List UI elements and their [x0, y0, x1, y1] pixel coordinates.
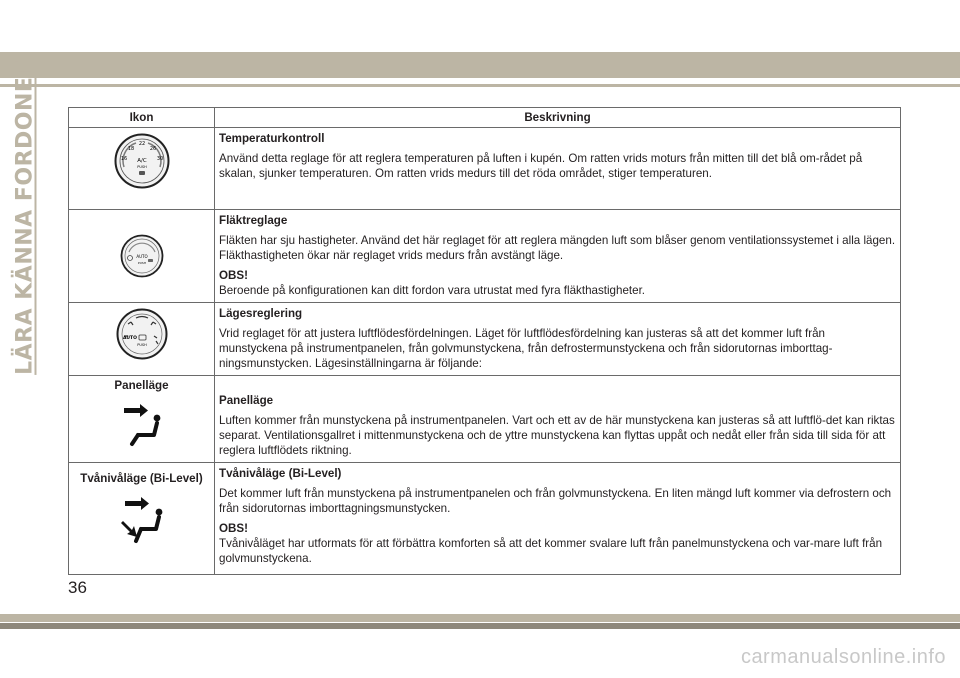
row-text: Använd detta reglage för att reglera temperaturen på luften i kupén. Om ratten vrids moturs från mitten till det blå om-rådet på skalan, sjunker temperaturen. Om ratten vrids medurs till det röda området, stiger temperaturen. — [219, 152, 863, 180]
temp-label-ac: A/C — [136, 158, 147, 164]
header-band — [0, 52, 960, 78]
footer-band-dark — [0, 623, 960, 629]
icon-label: Tvånivåläge (Bi-Level) — [80, 472, 203, 485]
mode-knob-icon — [116, 308, 168, 360]
row-text: Det kommer luft från munstyckena på instrumentpanelen och från golvmunstyckena. En liten mängd luft kommer via defrostern och från sidorutornas imborttagningsmunstycken. — [219, 487, 892, 515]
row-title: Lägesreglering — [219, 307, 303, 320]
header-rule — [0, 84, 960, 87]
icon-cell — [69, 463, 215, 575]
description-cell — [215, 376, 901, 463]
icon-cell — [69, 210, 215, 303]
fan-label-push: PUSH — [137, 261, 146, 265]
table-header-row — [69, 108, 901, 128]
table-row — [69, 210, 901, 303]
row-text: Luften kommer från munstyckena på instrumentpanelen. Vart och ett av de här munstyckena kan justeras så att luftflö-det kan riktas separat. Ventilationsgallret i mittenmunstyckena och de yttre munstyckena kan flyttas uppåt och nedåt eller från sida till sida för att reglera luftflödets riktning. — [219, 414, 895, 457]
temp-label-22: 22 — [138, 141, 145, 147]
row-title: Fläktreglage — [219, 214, 288, 227]
panel-mode-icon — [122, 401, 162, 447]
table-row — [69, 376, 901, 463]
temp-label-30: 30 — [156, 156, 163, 162]
header-icon: Ikon — [69, 108, 215, 128]
mode-label-push: PUSH — [136, 343, 147, 347]
page-number: 36 — [68, 578, 87, 597]
note-label: OBS! — [219, 269, 248, 282]
header-description: Beskrivning — [215, 108, 901, 128]
description-cell — [215, 463, 901, 575]
note-text: Tvånivåläget har utformats för att förbättra komforten så att det kommer svalare luft från panelmunstyckena och var-mare luft från golvmunstyckena. — [219, 537, 883, 565]
icon-cell — [69, 303, 215, 376]
temperature-knob-icon — [114, 133, 170, 189]
footer-band — [0, 614, 960, 622]
bi-level-mode-icon — [119, 495, 165, 545]
description-cell — [215, 128, 901, 210]
temp-label-26: 26 — [149, 146, 156, 152]
watermark-text: carmanualsonline.info — [740, 646, 946, 668]
note-text: Beroende på konfigurationen kan ditt fordon vara utrustat med fyra fläkthastigheter. — [219, 284, 646, 297]
mode-label-auto: AUTO — [122, 336, 137, 341]
table-row — [69, 463, 901, 575]
description-cell — [215, 210, 901, 303]
climate-controls-table — [68, 107, 901, 575]
icon-label: Panelläge — [114, 379, 169, 392]
note-label: OBS! — [219, 522, 248, 535]
table-row — [69, 128, 901, 210]
fan-knob-icon — [120, 234, 164, 278]
fan-label-auto: AUTO — [135, 254, 148, 259]
row-title: Tvånivåläge (Bi-Level) — [219, 467, 342, 480]
temp-label-18: 18 — [127, 146, 134, 152]
table-row — [69, 303, 901, 376]
side-section-title — [5, 61, 45, 375]
row-title: Temperaturkontroll — [219, 132, 325, 145]
row-text: Fläkten har sju hastigheter. Använd det här reglaget för att reglera mängden luft som blåser genom ventilationssystemet i alla lägen. Fläkthastigheten ökar när reglaget vrids medurs från avstängt läge. — [219, 234, 896, 262]
temp-label-push: PUSH — [136, 165, 147, 169]
icon-cell — [69, 128, 215, 210]
row-title: Panelläge — [219, 394, 274, 407]
side-title-text: LÄRA KÄNNA FORDONET — [12, 61, 38, 375]
icon-cell — [69, 376, 215, 463]
temp-label-16: 16 — [120, 156, 127, 162]
row-text: Vrid reglaget för att justera luftflödesfördelningen. Läget för luftflödesfördelning kan justeras så att det kommer luft från munstyckena på instrumentpanelen, från golvmunstyckena, från defrostermunstyckena och från sidorutornas imborttag-ningsmunstycken. Lägesinställningarna är följande: — [219, 327, 833, 370]
description-cell — [215, 303, 901, 376]
